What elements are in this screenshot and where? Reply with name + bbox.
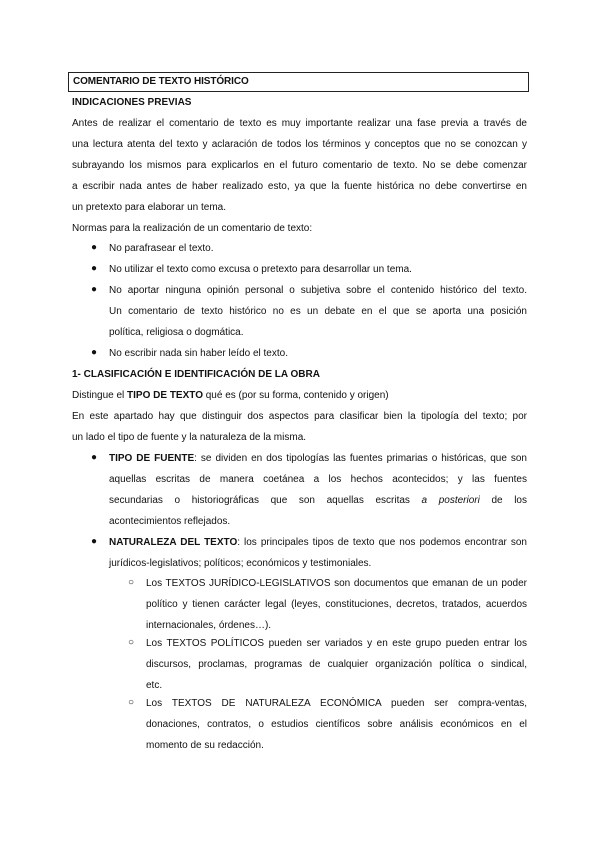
distingue-bold: TIPO DE TEXTO [127, 390, 203, 401]
norm-3-line2: Un comentario de texto histórico no es un debate en el que se aporta una posición [109, 306, 527, 317]
circle-bullet-icon: ○ [128, 577, 135, 588]
naturaleza-line2: jurídicos-legislativos; políticos; económicos y testimoniales. [109, 558, 372, 569]
document-title: COMENTARIO DE TEXTO HISTÓRICO [73, 76, 249, 87]
title-box [68, 72, 529, 92]
norm-2: No utilizar el texto como excusa o pretexto para desarrollar un tema. [109, 264, 412, 275]
para2-line2: un lado el tipo de fuente y la naturaleza de la misma. [72, 432, 307, 443]
tipo-fuente-text: : se dividen en dos tipologías las fuentes primarias o históricas, que son [194, 453, 527, 464]
para2-line1: En este apartado hay que distinguir dos aspectos para clasificar bien la tipología del texto; por [72, 411, 527, 422]
bullet-icon: ● [91, 347, 98, 358]
norm-1: No parafrasear el texto. [109, 243, 214, 254]
heading-clasificacion: 1- CLASIFICACIÓN E IDENTIFICACIÓN DE LA OBRA [72, 369, 320, 380]
para1-line3: subrayando los mismos para explicarlos en el futuro comentario de texto. No se debe comenzar [72, 160, 527, 171]
juridicos-line2: político y tienen carácter legal (leyes, constituciones, decretos, tratados, acuerdos [146, 599, 527, 610]
politicos-line3: etc. [146, 680, 163, 691]
juridicos-line1: Los TEXTOS JURÍDICO-LEGISLATIVOS son documentos que emanan de un poder [146, 578, 527, 589]
heading-indicaciones: INDICACIONES PREVIAS [72, 97, 192, 108]
para1-line4: a escribir nada antes de haber realizado esto, ya que la fuente histórica no debe convertirse en [72, 181, 527, 192]
economicos-line1: Los TEXTOS DE NATURALEZA ECONÓMICA pueden ser compra-ventas, [146, 698, 527, 709]
tipo-fuente-line1 [109, 453, 527, 464]
circle-bullet-icon: ○ [128, 697, 135, 708]
bullet-icon: ● [91, 263, 98, 274]
juridicos-line3: internacionales, órdenes…). [146, 620, 272, 631]
norm-3-line1: No aportar ninguna opinión personal o subjetiva sobre el contenido histórico del texto. [109, 285, 527, 296]
naturaleza-text: : los principales tipos de texto que nos podemos encontrar son [237, 537, 527, 548]
bullet-icon: ● [91, 452, 98, 463]
bullet-icon: ● [91, 284, 98, 295]
politicos-line1: Los TEXTOS POLÍTICOS pueden ser variados y en este grupo pueden entrar los [146, 638, 527, 649]
tipo-fuente-line4: acontecimientos reflejados. [109, 516, 231, 527]
bullet-icon: ● [91, 242, 98, 253]
distingue-pre: Distingue el [72, 390, 128, 401]
para1-line2: una lectura atenta del texto y aclaración de todos los términos y conceptos que no se conozcan y [72, 139, 527, 150]
tipo-fuente-label: TIPO DE FUENTE [109, 453, 195, 464]
distingue-line [72, 390, 389, 401]
circle-bullet-icon: ○ [128, 637, 135, 648]
tipo-fuente-l3-pre: secundarias o historiográficas que son aquellas escritas [109, 495, 422, 506]
a-posteriori: a posteriori [421, 495, 480, 506]
naturaleza-line1 [109, 537, 527, 548]
para1-line1: Antes de realizar el comentario de texto es muy importante realizar una fase previa a través de [72, 118, 527, 129]
distingue-post: qué es (por su forma, contenido y origen) [202, 390, 389, 401]
tipo-fuente-line2: aquellas escritas de manera coetánea a los hechos acontecidos; y las fuentes [109, 474, 527, 485]
norms-intro: Normas para la realización de un comentario de texto: [72, 223, 313, 234]
politicos-line2: discursos, proclamas, programas de cualquier organización política o sindical, [146, 659, 527, 670]
norm-3-line3: política, religiosa o dogmática. [109, 327, 244, 338]
economicos-line3: momento de su redacción. [146, 740, 264, 751]
bullet-icon: ● [91, 536, 98, 547]
naturaleza-label: NATURALEZA DEL TEXTO [109, 537, 238, 548]
tipo-fuente-l3-post: de los [479, 495, 527, 506]
norm-4: No escribir nada sin haber leído el texto. [109, 348, 288, 359]
tipo-fuente-line3 [109, 495, 527, 506]
para1-line5: un pretexto para elaborar un tema. [72, 202, 226, 213]
economicos-line2: donaciones, contratos, o estudios científicos sobre análisis económicos en el [146, 719, 527, 730]
